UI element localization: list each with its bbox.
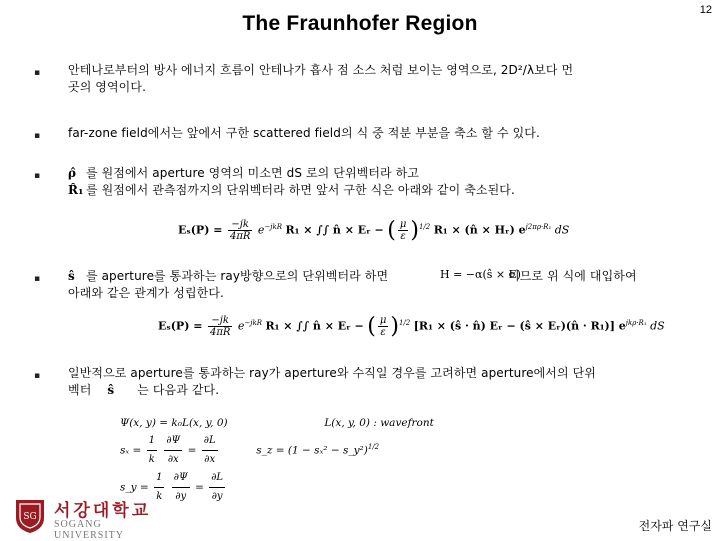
sogang-university-logo [12, 496, 172, 541]
r1-hat-symbol: R̂₁ [68, 183, 84, 197]
bullet-1-text [68, 62, 688, 96]
bullet-1-line-2: 곳의 영역이다. [68, 80, 146, 94]
bullet-marker: ▪ [34, 274, 41, 284]
emblem-text: SG [23, 512, 37, 522]
bullet-5-text [68, 365, 688, 399]
s-hat-symbol: ŝ [107, 383, 115, 397]
bullet-5-line-2b: 는 다음과 같다. [137, 383, 220, 397]
bullet-4-line-1: 를 aperture를 통과하는 ray방향으로의 단위벡터라 하면 [86, 269, 389, 283]
bullet-marker: ▪ [34, 131, 41, 141]
footer-department: 전자파 연구실 [638, 519, 712, 533]
university-emblem-icon [12, 496, 48, 534]
rho-hat-symbol: ρ̂ [68, 166, 77, 180]
bullet-5-line-1: 일반적으로 aperture를 통과하는 ray가 aperture와 수직일 경우를 고려하면 aperture에서의 단위 [68, 366, 596, 380]
bullet-marker: ▪ [34, 68, 41, 78]
equation-3: Ψ(x, y) = k₀L(x, y, 0) L(x, y, 0) : wavefront sₓ = $\frac{1}{k}$ $\frac{\partial\Psi}{\partial x}$ = $\frac{\partial L}{\partial x}$ s_z = (1 − sₓ² − s_y²)$^{1/2}$ s_y = $\frac{1}{k}$ $\frac{\partial\Psi}{\partial y}$ = $\frac{\partial L}{\partial y}$ [120, 417, 434, 502]
bullet-marker: ▪ [34, 371, 41, 381]
equation-1: Eₛ(P) = $\frac{-jk}{4\pi R}$ $e^{-jkR}$ R₁ × ∫∫ n̂ × Eᵣ − ( $\frac{\mu}{\varepsilon}$ )$^{1/2}$ R₁ × (n̂ × Hᵣ) $e^{j2\pi\rho\cdot R_1}$ dS [178, 218, 570, 243]
bullet-marker: ▪ [34, 171, 41, 181]
s-hat-symbol: ŝ [68, 269, 75, 283]
equation-2: Eₛ(P) = $\frac{-jk}{4\pi R}$ $e^{-jkR}$ R₁ × ∫∫ n̂ × Eᵣ − ( $\frac{\mu}{\varepsilon}$ )$^{1/2}$ [R₁ × (ŝ · n̂) Eᵣ − (ŝ × Eᵣ)(n̂ · R₁)] $e^{jk\rho\cdot R_1}$ dS [158, 314, 665, 339]
bullet-4-line-3: 아래와 같은 관계가 성립한다. [68, 286, 224, 300]
bullet-1-line-1: 안테나로부터의 방사 에너지 흐름이 안테나가 흡사 점 소스 처럼 보이는 영역으로, 2D²/λ보다 먼 [68, 63, 574, 77]
logo-english-text: SOGANG UNIVERSITY [54, 519, 124, 541]
bullet-3-line-2: 를 원점에서 관측점까지의 단위벡터라 하면 앞서 구한 식은 아래와 같이 축소된다. [86, 183, 515, 197]
bullet-5-line-2a: 벡터 [68, 383, 92, 397]
bullet-3-line-1: 를 원점에서 aperture 영역의 미소면 dS 로의 단위벡터라 하고 [86, 166, 420, 180]
bullet-4-line-2: 이므로 위 식에 대입하여 [508, 269, 637, 283]
bullet-3-text [68, 165, 688, 199]
slide-title: The Fraunhofer Region [242, 12, 478, 35]
bullet-2-text: far-zone field에서는 앞에서 구한 scattered field의 식 중 적분 부분을 축소 할 수 있다. [68, 126, 540, 140]
page-number: 12 [699, 4, 712, 16]
h-relation-equation: H = −α(ŝ × E) [440, 268, 521, 281]
logo-korean-text: 서강대학교 [54, 501, 152, 521]
